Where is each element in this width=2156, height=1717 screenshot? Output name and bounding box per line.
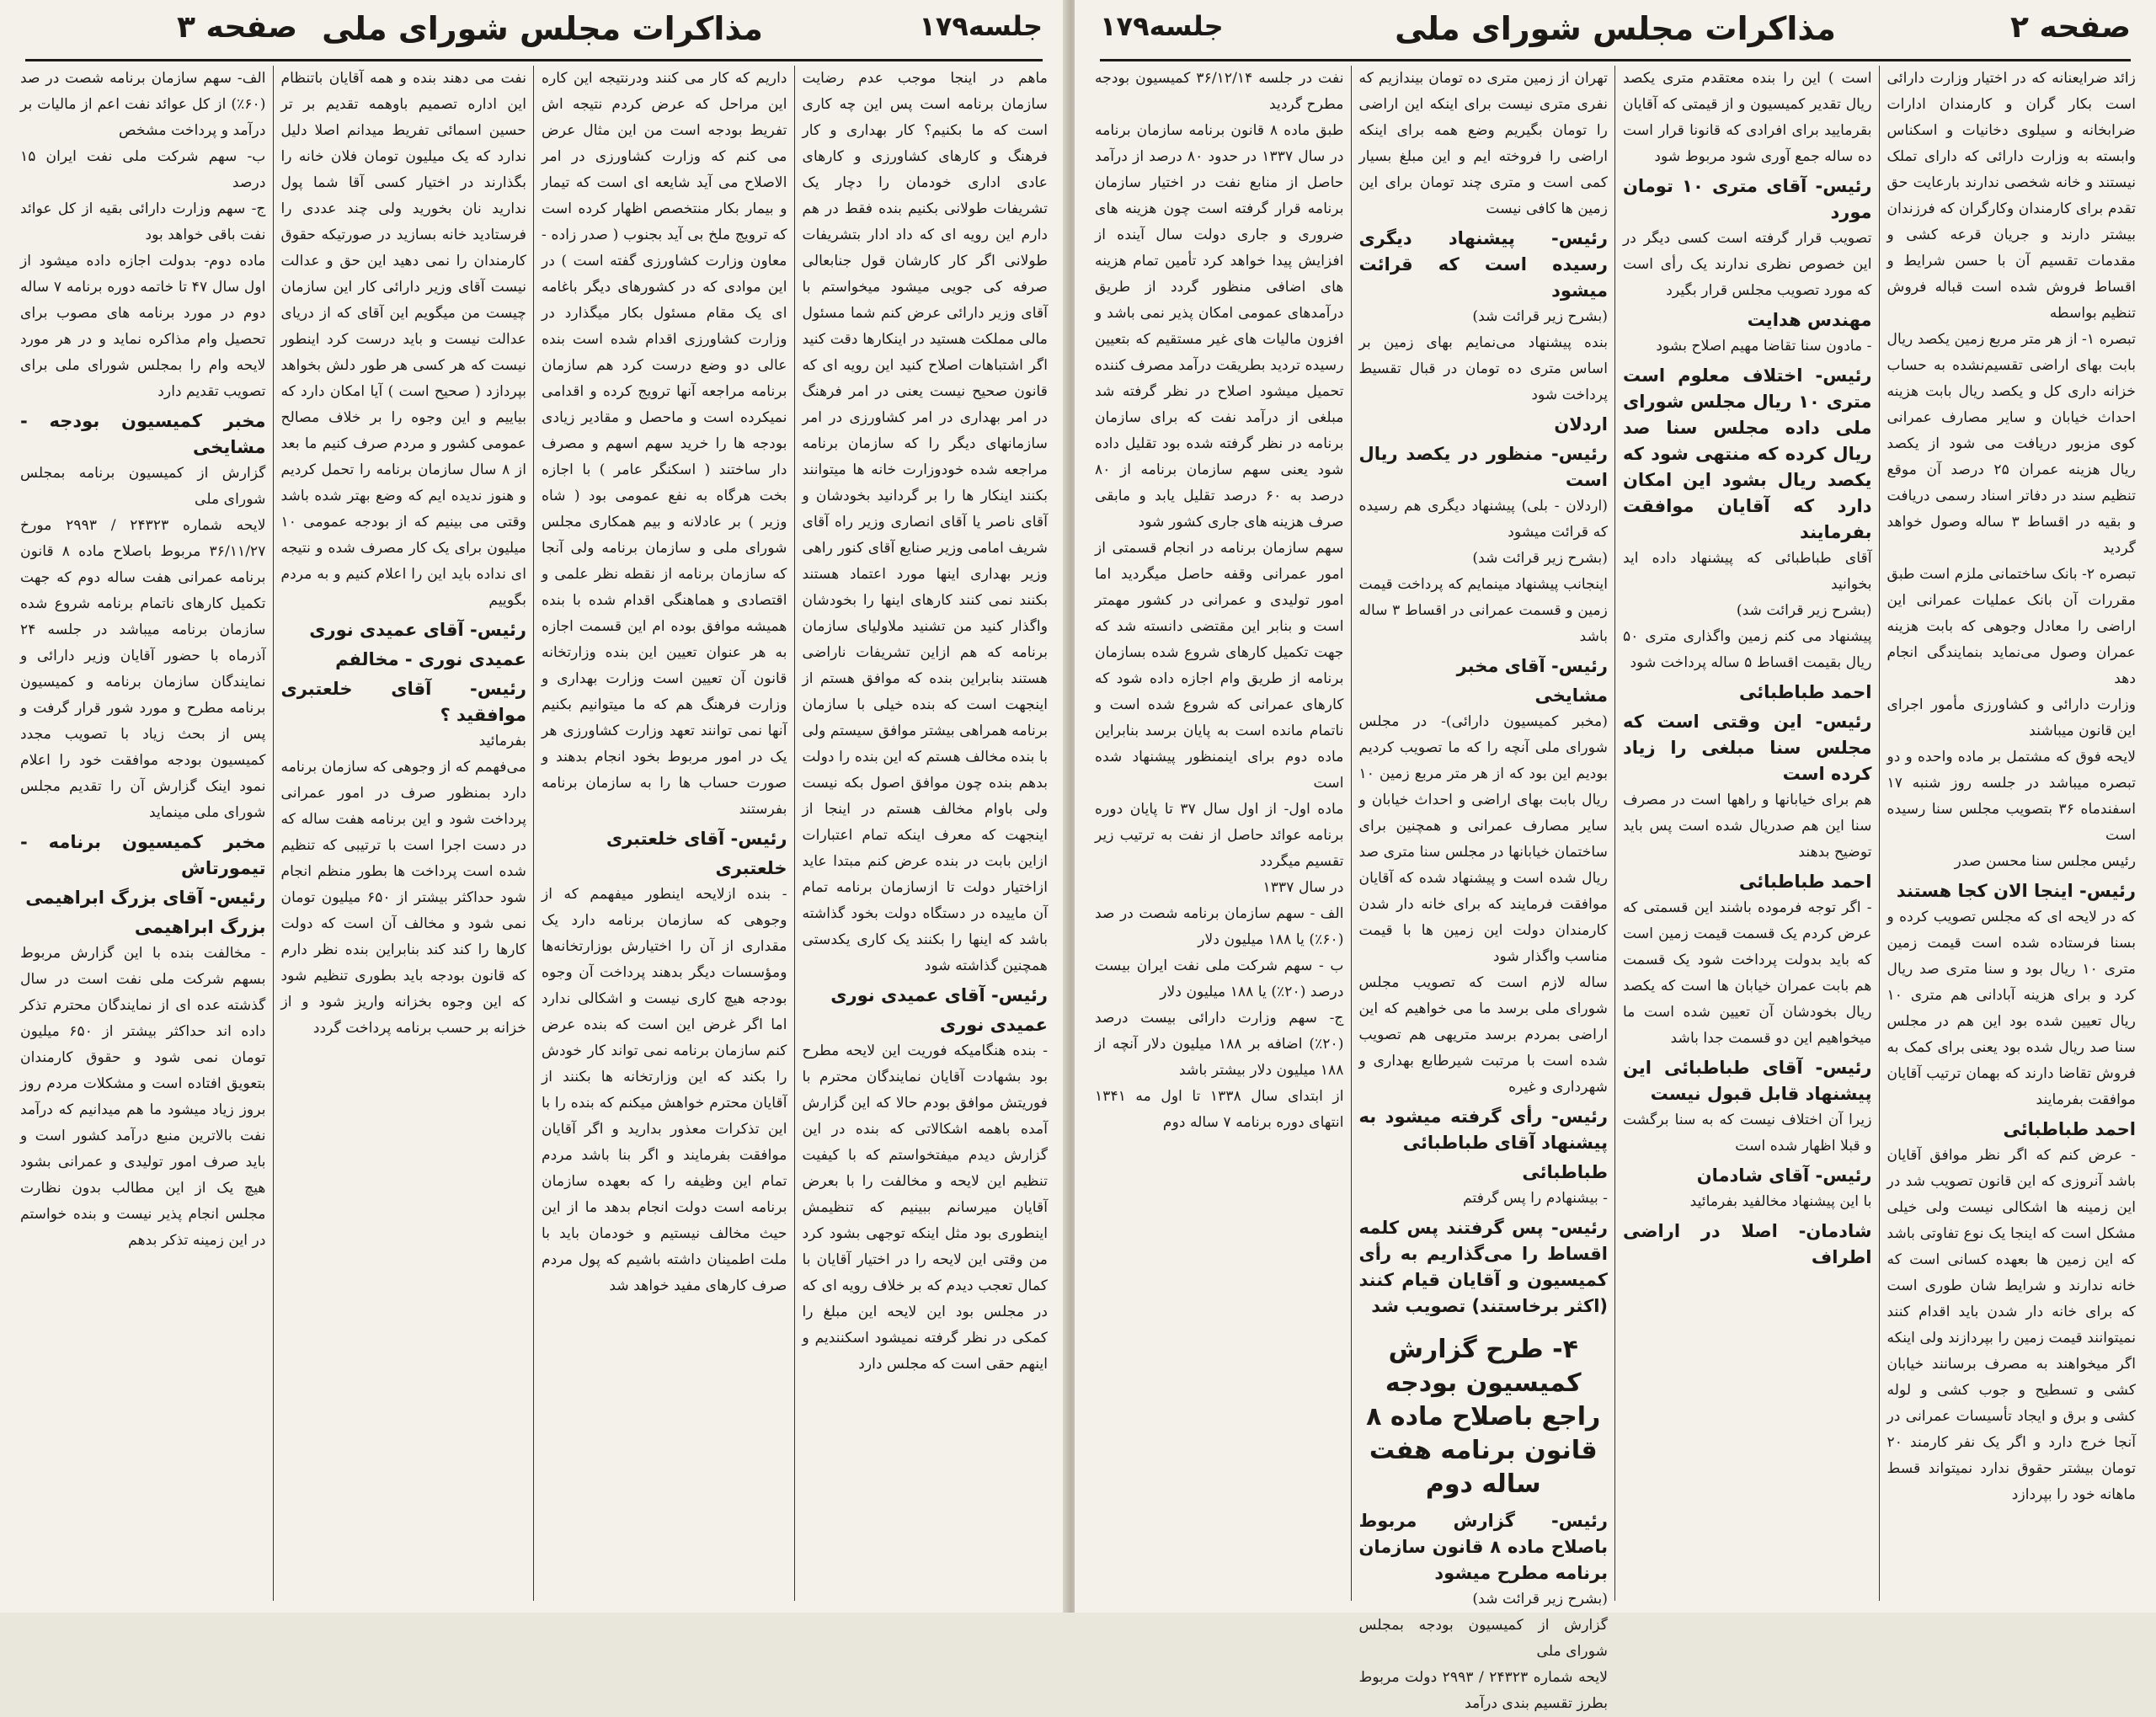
- speaker-name: رئیس- این وقتی است که مجلس سنا مبلغی را زیاد کرده است: [1623, 712, 1872, 784]
- paragraph: ماده اول- از اول سال ۳۷ تا پایان دوره برنامه عوائد حاصل از نفت به ترتیب زیر تقسیم میگردد: [1095, 801, 1344, 870]
- text-column: [1095, 66, 1344, 1601]
- text-column: [20, 66, 266, 1601]
- speaker-name: رئیس- آقای خلعتبری موافقید ؟: [280, 679, 526, 725]
- paragraph: است ) این را بنده معتقدم متری یکصد ریال تقدیر کمیسیون و از قیمتی که آقایان بقرمایید برای افرادی که قانونا قرار است ده ساله جمع آوری شود مربوط شود: [1623, 70, 1872, 165]
- paragraph: در سال ۱۳۳۷: [1262, 879, 1344, 896]
- speaker-name: مشایخی: [1534, 685, 1608, 706]
- paragraph: زیرا آن اختلاف نیست که به سنا برگشت و قبلا اظهار شده است: [1623, 1112, 1872, 1154]
- column-rule: [533, 66, 534, 1601]
- paragraph: که در لایحه ای که مجلس تصویب کرده و بسنا فرستاده شده است قیمت زمین متری ۱۰ ریال بود و سنا متری صد ریال کرد و برای هزینه آبادانی هم متری ۱۰ ریال تعیین شده بود این هم در مجلس سنا صد ریال شده بود یعنی برای کمک به فروش تقاضا دارند که بهمان ترتیب آقایان موافقت بفرمایند: [1886, 909, 2136, 1108]
- right-page-header: [1100, 7, 2131, 61]
- paragraph: داریم که کار می کنند ودرنتیجه این کاره این مراحل که عرض کردم نتیجه اش تفریط بودجه است من این مثال عرض می کنم که وزارت کشاورزی در امر الاصلاح می آید شایعه ای است که تیمار و بیمار بکار منتخصص اظهار کرده است که ترویج ملخ بی آید بجنوب ( صدر زاده - معاون وزارت کشاورزی گفته است ) در این موادی که در کشورهای دیگر باغامه ای یک مقام مسئول بکار میگذارد در وزارت کشاورزی اقدام شده است بنده عالی دو وضع درست کرد هم سازمان برنامه مراجعه آنها ترویج کرده و اقدامی نمیکرده است و ماحصل و مقادیر زیادی بودجه ها را خرید سهم اسهم و مصرف دار ساختند ( اسکنگر عامر ) با اجازه بخت هرگاه به نفع عمومی بود ( شاه وزیر ) بر عادلانه و بیم همکاری مجلس شورای ملی و سازمان برنامه ولی آنجا که سازمان برنامه از نقطه نظر علمی و اقتصادی و هماهنگی اقدام شده با بنده همیشه موافق بوده ام این قسمت اجازه به هر عنوان تعیین این بنده وزارتخانه قانون آن تعیین است وزارت بهداری و وزارت فرهنگ هم که ما میتوانیم بکنیم آنها نمی توانند تعهد وزارت کشاورزی هر یک در امور مربوط بخود انجام بدهند و صورت حساب ها را به سازمان برنامه بفرستند: [542, 70, 787, 818]
- speaker-name: رئیس- آقای عمیدی نوری: [830, 985, 1048, 1005]
- left-page: [0, 0, 1068, 1613]
- speaker-name: عمیدی نوری: [939, 1015, 1048, 1035]
- column-rule: [794, 66, 795, 1601]
- paragraph: زائد ضرایعنانه که در اختیار وزارت دارائی است بکار گران و کارمندان ادارات ضرابخانه و سیلوی دخانیات و اسکناس وابسته به وزارت دارائی که دارای تملک نیستند و خانه شخصی ندارند بارعایت حق تقدم برای کارمندان وکارگران که فرزندان بیشتر دارند و جریان قرعه کشی و مقدمات تقسیم آن با حسن شرایط و اقساط فروش شده است قباله فروش تنظیم بواسطه: [1886, 70, 2136, 322]
- paragraph: لایحه فوق که مشتمل بر ماده واحده و دو تبصره میباشد در جلسه روز شنبه ۱۷ اسفندماه ۳۶ بتصویب مجلس سنا رسیده است: [1886, 749, 2136, 844]
- paragraph: ج- سهم وزارت دارائی بیست درصد (۲۰٪) اضافه بر ۱۸۸ میلیون دلار آنچه از ۱۸۸ میلیون دلار بیشتر باشد: [1095, 1010, 1344, 1079]
- paragraph: ب - سهم شرکت ملی نفت ایران بیست درصد (۲۰٪) یا ۱۸۸ میلیون دلار: [1095, 957, 1344, 1000]
- paragraph: ب- سهم شرکت ملی نفت ایران ۱۵ درصد: [20, 148, 266, 191]
- speaker-name: رئیس- منظور در یکصد ریال است: [1358, 444, 1608, 490]
- speaker-name: رئیس- آقای شادمان: [1696, 1165, 1872, 1186]
- paragraph: تهران از زمین متری ده تومان بیندازیم که نفری متری نیست برای اینکه این اراضی را تومان بگیریم وضع همه برای اینکه اراضی را فروخته ایم و این مبلغ بسیار کمی است و متری چند تومان برای این زمین ها کافی نیست: [1358, 70, 1608, 217]
- page-title: مذاکرات مجلس شورای ملی: [322, 10, 763, 47]
- paragraph: هم برای خیابانها و راهها است در مصرف سنا این هم صدریال شده است پس باید توضیح بدهند: [1623, 792, 1872, 861]
- paragraph: آقای طباطبائی که پیشنهاد داده اید بخوانید: [1623, 550, 1872, 593]
- page-number: صفحه ۲: [2010, 10, 2131, 45]
- speaker-name: رئیس- پیشنهاد دیگری رسیده است که قرائت میشود: [1358, 228, 1608, 301]
- speaker-name: رئیس- اختلاف معلوم است متری ۱۰ ریال مجلس شورای ملی داده مجلس سنا صد ریال کرده که منتهی شود که یکصد ریال بشود این امکان دارد که آقایان موافقت بفرمایند: [1623, 365, 1872, 542]
- speaker-name: عمیدی نوری - مخالفم: [335, 649, 526, 669]
- paragraph: - اگر توجه فرموده باشند این قسمتی که عرض کردم یک قسمت قیمت زمین است که باید بدولت پرداخت شود یک قسمت هم بابت عمران خیابان ها است که یکصد ریال بخودشان آن تعیین شده است ما میخواهیم این دو قسمت جدا باشد: [1623, 899, 1872, 1047]
- paragraph: وزارت دارائی و کشاورزی مأمور اجرای این قانون میباشند: [1886, 696, 2136, 739]
- paragraph: الف - سهم سازمان برنامه شصت در صد (۶۰٪) یا ۱۸۸ میلیون دلار: [1095, 905, 1344, 948]
- column-rule: [1614, 66, 1615, 1601]
- text-column: [1887, 66, 2137, 1601]
- paragraph: بفرمائید: [478, 733, 526, 749]
- paragraph: از ابتدای سال ۱۳۳۸ تا اول مه ۱۳۴۱ انتهای دوره برنامه ۷ ساله دوم: [1095, 1088, 1344, 1131]
- paragraph: (بشرح زیر قرائت شد): [1736, 602, 1872, 619]
- speaker-name: احمد طباطبائی: [2003, 1119, 2136, 1139]
- speaker-name: خلعتبری: [715, 858, 787, 878]
- paragraph: گزارش از کمیسیون برنامه بمجلس شورای ملی: [20, 465, 266, 508]
- speaker-name: رئیس- آقای بزرگ ابراهیمی: [25, 888, 266, 908]
- paragraph: - بنده هنگامیکه فوریت این لایحه مطرح بود بشهادت آقایان نمایندگان محترم با فوریتش موافق بودم حالا که این گزارش آمده باهمه اشکالاتی که بنده در این گزارش دیدم میفتخواستم که با کیفیت تنظیم این لایحه و مخالفت را با بعرض آقایان میرسانم ببینیم که تنظیمش اینطوری بود مثل اینکه توجهی بشود کرد من وقتی این لایحه را در اختیار آقایان با کمال تعجب دیدم که بر خلاف رویه ای که در مجلس بود این لایحه این مبلغ را کمکی در نظر گرفته نمیشود اسکنندیم و اینهم حقی است که مجلس دارد: [802, 1042, 1048, 1373]
- paragraph: تصویب قرار گرفته است کسی دیگر در این خصوص نظری ندارند یک رأی است که مورد تصویب مجلس قرار بگیرد: [1623, 230, 1872, 299]
- speaker-name: رئیس- آقای خلعتبری: [606, 829, 787, 849]
- paragraph: لایحه شماره ۲۴۳۲۳ / ۲۹۹۳ دولت مربوط بطرز تقسیم بندی درآمد: [1358, 1669, 1608, 1712]
- page-number: صفحه ۳: [177, 10, 297, 45]
- session-number: جلسه۱۷۹: [919, 10, 1043, 42]
- text-column: [281, 66, 527, 1601]
- page-title: مذاکرات مجلس شورای ملی: [1395, 10, 1836, 47]
- paragraph: اینجانب پیشنهاد مینمایم که پرداخت قیمت زمین و قسمت عمرانی در اقساط ۳ ساله باشد: [1358, 576, 1608, 645]
- speaker-name: مهندس هدایت: [1747, 310, 1872, 330]
- right-page-columns: [1095, 66, 2137, 1712]
- column-rule: [1351, 66, 1352, 1601]
- speaker-name: رئیس- آقای عمیدی نوری: [309, 620, 526, 640]
- paragraph: می‌فهمم که از وجوهی که سازمان برنامه دارد بمنظور صرف در امور عمرانی پرداخت شود و این برنامه هفت ساله که در دست اجرا است با ترتیبی که تنظیم شده است پرداخت ها بطور منظم انجام شود حداکثر بیشتر از ۶۵۰ میلیون تومان نمی شود و مخالف آن است که دولت کارها را کند کند بنابراین بنده نظر دارم که قانون بودجه باید بطوری تنظیم شود که این وجوه بخزانه واریز شود و از خزانه بر حسب برنامه پرداخت گردد: [280, 759, 526, 1037]
- speaker-name: مخبر کمیسیون بودجه - مشایخی: [20, 411, 266, 457]
- column-rule: [1879, 66, 1880, 1601]
- column-rule: [273, 66, 274, 1601]
- speaker-name: رئیس- اینجا الان کجا هستند: [1896, 881, 2136, 901]
- speaker-name: رئیس- پس گرفتند پس کلمه اقساط را می‌گذاریم به رأی کمیسیون و آقایان قیام کنند (اکثر برخاستند) تصویب شد: [1358, 1218, 1608, 1316]
- text-column: [1623, 66, 1872, 1601]
- paragraph: ماهم در اینجا موجب عدم رضایت سازمان برنامه است پس این چه کاری است که ما بکنیم؟ کار بهداری و کار فرهنگ و کارهای کشاورزی و کارهای عادی اداری خودمان را دچار یک تشریفات طولانی بکنیم بنده فقط در هم دارم این رویه ای که داد ادار بتشریفات طولانی اگر کار کارشان قول جنابعالی صرفه کی جویی میشود میخواستم با آقای وزیر دارائی عرض کنم شما مسئول مالی مملکت هستید در اینکارها دقت کنید اگر اشتباهات اصلاح کنید این رویه ای که قانون صحیح نیست یعنی در امر فرهنگ در امر بهداری در امر کشاورزی در امر سازمانهای دیگر را که سازمان برنامه مراجعه شده خودوزارت خانه ها میتوانند بکنند اینکار ها را بر گردانید بخودشان و آقای ناصر یا آقای انصاری وزیر راه آقای شریف امامی وزیر صنایع آقای کنور راهی وزیر بهداری اینها مورد اعتماد هستند بکنند نمی کنند کارهای اینها را بخودشان واگذار کنید من تشنید ملاولیای سازمان برنامه که هم ازاین تشریفات ناراضی هستند بنابراین بنده که موافق هستم از اینجهت است که بنده خیلی با سازمان برنامه همراهی بیشتر موافق سیستم ولی با بنده مخالف هستم که این بنده را دولت بدهم بنده چون موافق اصول بکه نیست ولی باوام مخالف هستم در اینجا از اینجهت که معرف اینکه تمام اعتبارات ازاین بابت در بنده عرض کنم مبتدا عاید ازاختیار دولت تا ازسازمان برنامه تمام آن ماییده در دستگاه دولت بخود گذاشته باشد که اینها را بکنند یک کاری یکدستی همچنین گذاشته شود: [802, 70, 1048, 974]
- text-column: [803, 66, 1049, 1601]
- speaker-name: رئیس- گزارش مربوط باصلاح ماده ۸ قانون سازمان برنامه مطرح میشود: [1358, 1511, 1609, 1583]
- paragraph: (بشرح زیر قرائت شد): [1472, 1591, 1608, 1608]
- paragraph: پیشنهاد می کنم زمین واگذاری متری ۵۰ ریال بقیمت اقساط ۵ ساله پرداخت شود: [1623, 628, 1872, 671]
- paragraph: ماده دوم- بدولت اجازه داده میشود از اول سال ۴۷ تا خاتمه دوره برنامه ۷ ساله دوم در مورد برنامه های مصوب برای تحصیل وام مذاکره نماید و در هر مورد لایحه وام را بمجلس شورای ملی برای تصویب تقدیم دارد: [20, 253, 266, 400]
- paragraph: الف- سهم سازمان برنامه شصت در صد (۶۰٪) از کل عوائد نفت اعم از مالیات بر درآمد و پرداخت مشخص: [20, 70, 266, 139]
- paragraph: ساله لازم است که تصویب مجلس شورای ملی برسد ما می خواهیم که این اراضی بمردم برسد متریهی هم تصویب شده است با مرتبت شیرطابع بهداری و شهرداری و غیره: [1358, 974, 1608, 1096]
- paragraph: - مادون سنا تقاضا مهیم اصلاح بشود: [1656, 338, 1872, 355]
- paragraph: گزارش از کمیسیون بودجه بمجلس شورای ملی: [1358, 1617, 1608, 1660]
- paragraph: - مخالفت بنده با این گزارش مربوط بسهم شرکت ملی نفت است در سال گذشته عده ای از نمایندگان محترم تذکر داده اند حداکثر بیشتر از ۶۵۰ میلیون تومان نمی شود و حقوق کارمندان بتعویق افتاده است و مشکلات مردم روز بروز زیاد میشود ما هم میدانیم که درآمد نفت بالاترین منبع درآمد کشور است و باید صرف امور تولیدی و عمرانی بشود هیچ یک از این مطالب بدون نظارت مجلس انجام پذیر نیست و بنده خواستم در این زمینه تذکر بدهم: [20, 945, 266, 1249]
- speaker-name: طباطبائی: [1522, 1162, 1608, 1182]
- paragraph: طبق ماده ۸ قانون برنامه سازمان برنامه در سال ۱۳۳۷ در حدود ۸۰ درصد از درآمد حاصل از منابع نفت در اختیار سازمان برنامه قرار گرفته است چون هزینه های ضروری و جاری دولت سال آینده از افزایش پیدا خواهد کرد تأمین تمام هزینه های اضافی منظور گردد از طریق درآمدهای عمومی امکان پذیر نمی باشد و افزون مالیات های غیر مستقیم که بتعیین رسیده تردید بطریقت درآمد مصرف کننده تحمیل میشود اصلاح در نظر گرفته شد مبلغی از درآمد نفت که برای سازمان برنامه در نظر گرفته شده بود تقلیل داده شود یعنی سهم سازمان برنامه از ۸۰ درصد به ۶۰ درصد تقلیل یابد و مابقی صرف هزینه های جاری کشور شود: [1095, 122, 1344, 531]
- text-column: [1358, 66, 1609, 1712]
- paragraph: نفت می دهند بنده و همه آقایان باتنظام این اداره تصمیم باوهمه تقدیم بر تر حسین اسمائی تفریط میدانم اصلا دلیل ندارد که یک میلیون تومان فلان خانه را بگذارند در اختیار کسی آقا شما پول ندارید نان بخورید ولی چند عددی را فرستادید خانه بسازید در صورتیکه حقوق کارمندان را نمی دهید این حق و عدالت نیست آقای وزیر دارائی کار این سازمان چیست من میگویم این آقای که از دریای عدالت نیست و باید درست کرد اینطور نیست که هر کسی هر طور دلش بخواهد بپردازد ( صحیح است ) آیا امکان دارد که بیاییم و این وجوه را بر خلاف مصالح عمومی کشور و مردم صرف کنیم ما بعد از ۸ سال سازمان برنامه را تحمل کردیم و هنوز ندیده ایم که وضع بهتر شده باشد وقتی می بینیم که از بودجه عمومی ۱۰ میلیون برای یک کار مصرف شده و نتیجه ای نداده باید این را اعلام کنیم و به مردم بگوییم: [280, 70, 526, 609]
- paragraph: تبصره ۱- از هر متر مربع زمین یکصد ریال بابت بهای اراضی تقسیم‌نشده به حساب خزانه داری کل و یکصد ریال بابت هزینه احداث خیابان و سایر مصارف عمرانی کوی مزبور دریافت می شود از یکصد ریال هزینه عمران ۲۵ درصد آن موقع تنظیم سند در دفاتر اسناد رسمی دریافت و بقیه در اقساط ۳ ساله وصول خواهد گردید: [1886, 331, 2136, 557]
- paragraph: (بشرح زیر قرائت شد): [1472, 308, 1608, 325]
- speaker-name: احمد طباطبائی: [1739, 682, 1872, 702]
- paragraph: (مخبر کمیسیون دارائی)- در مجلس شورای ملی آنچه را که ما تصویب کردیم بودیم این بود که از هر متر مربع زمین ۱۰ ریال بابت بهای اراضی و احداث خیابان و سایر مصارف عمرانی و همچنین برای ساختمان خیابانها در مجلس سنا متری صد ریال شده است و پیشنهاد شده که آقایان موافقت فرمایند که برای خانه دار شدن کارمندان دولت این زمین ها با قیمت مناسب واگذار شود: [1358, 713, 1608, 965]
- paragraph: - بنده ازلایحه اینطور میفهمم که از وجوهی که سازمان برنامه دارد یک مقداری از آن را اختیارش بوزارتخانه‌ها ومؤسسات دیگر بدهند پرداخت آن وجوه بودجه هیچ کاری نیست و اشکالی ندارد اما اگر غرض این است که بنده عرض کنم سازمان برنامه نمی تواند کار خودش را بکند که این وزارتخانه ها بکنند از آقایان محترم خواهش میکنم که بنده را با این تذکرات معذور بدارید و اگر آقایان موافقت بفرمایند و اگر بنا باشد مردم تمام این وظیفه را که بعهده سازمان برنامه است دولت انجام بدهد ما از این حیث مخالف نیستیم و خودمان باید با ملت اطمینان داشته باشیم که پول مردم صرف کارهای مفید خواهد شد: [542, 886, 787, 1294]
- paragraph: نفت در جلسه ۳۶/۱۲/۱۴ کمیسیون بودجه مطرح گردید: [1095, 70, 1344, 113]
- paragraph: بنده پیشنهاد می‌نمایم بهای زمین بر اساس متری ده تومان در قبال تقسیط پرداخت شود: [1358, 334, 1608, 403]
- speaker-name: اردلان: [1554, 414, 1608, 435]
- paragraph: تبصره ۲- بانک ساختمانی ملزم است طبق مقررات آن بانک عملیات عمرانی این اراضی را معادل وجوهی که بابت هزینه عمران وصول می‌نماید بنمایندگی انجام دهد: [1886, 566, 2137, 687]
- paragraph: رئیس مجلس سنا محسن صدر: [1954, 853, 2136, 870]
- left-page-header: [25, 7, 1043, 61]
- paragraph: با این پیشنهاد مخالفید بفرمائید: [1689, 1193, 1872, 1210]
- speaker-name: بزرگ ابراهیمی: [134, 917, 266, 937]
- speaker-name: شادمان- اصلا در اراضی اطراف: [1623, 1221, 1872, 1267]
- speaker-name: رئیس- رأی گرفته میشود به پیشنهاد آقای طباطبائی: [1358, 1106, 1608, 1153]
- speaker-name: رئیس- آقای متری ۱۰ تومان مورد: [1623, 176, 1872, 222]
- paragraph: ج- سهم وزارت دارائی بقیه از کل عوائد نفت باقی خواهد بود: [20, 200, 266, 243]
- right-page: [1075, 0, 2156, 1712]
- session-number: جلسه۱۷۹: [1100, 10, 1224, 42]
- left-page-columns: [20, 66, 1048, 1601]
- speaker-name: احمد طباطبائی: [1739, 872, 1872, 892]
- paragraph: سهم سازمان برنامه در انجام قسمتی از امور عمرانی وقفه حاصل میگردید اما امور تولیدی و عمرانی در کشور مهمتر است و بنابر این مقتضی دانسته شد که جهت تکمیل کارهای شروع شده بسازمان برنامه از طریق وام اجازه داده شود که کارهای عمرانی که شروع شده است و ناتمام مانده است به پایان برسد بنابراین ماده دوم برای اینمنظور پیشنهاد شده است: [1095, 540, 1344, 792]
- paragraph: (بشرح زیر قرائت شد): [1472, 550, 1608, 567]
- paragraph: - بیشنهادم را پس گرفتم: [1463, 1190, 1608, 1207]
- paragraph: لایحه شماره ۲۴۳۲۳ / ۲۹۹۳ مورخ ۳۶/۱۱/۲۷ مربوط باصلاح ماده ۸ قانون برنامه عمرانی هفت ساله دوم که جهت تکمیل کارهای ناتمام برنامه شروع شده سازمان برنامه میباشد در جلسه ۲۴ آذرماه با حضور آقایان وزیر دارائی و نمایندگان سازمان برنامه و کمیسیون برنامه مطرح و مورد شور قرار گرفت و پس از بحث زیاد با تصویب مجدد کمیسیون بودجه موافقت خود را اعلام نمود اینک گزارش آن را تقدیم مجلس شورای ملی مینماید: [20, 517, 266, 821]
- speaker-name: رئیس- آقای مخبر: [1456, 656, 1608, 676]
- section-heading: ۴- طرح گزارش کمیسیون بودجه راجع باصلاح ماده ۸ قانون برنامه هفت ساله دوم: [1366, 1335, 1601, 1499]
- speaker-name: رئیس- آقای طباطبائی این پیشنهاد قابل قبول نیست: [1623, 1058, 1872, 1104]
- text-column: [542, 66, 787, 1601]
- paragraph: - عرض کنم که اگر نظر موافق آقایان باشد آنروزی که این قانون تصویب شد در این زمینه ها اشکالی نیست ولی خیلی مشکل است که اینجا یک نوع تفاوتی باشد که این زمین ها بعهده کسانی است که خانه ندارند و شرایط شان طوری است که برای خانه دار شدن باید اقدام کنند نمیتوانند قیمت زمین را بپردازند ولی اینکه اگر میخواهند به مصرف برسانند خیابان کشی و تسطیح و جوب کشی و لوله کشی و برق و ایجاد تأسیسات عمرانی در آنجا خرج دارد و اگر یک نفر کارمند ۲۰ تومان بیشتر حقوق ندارد نمیتواند قسط ماهانه خود را بپردازد: [1886, 1147, 2136, 1503]
- paragraph: (اردلان - بلی) پیشنهاد دیگری هم رسیده که قرائت میشود: [1358, 498, 1608, 541]
- speaker-name: مخبر کمیسیون برنامه - تیمورتاش: [20, 832, 266, 878]
